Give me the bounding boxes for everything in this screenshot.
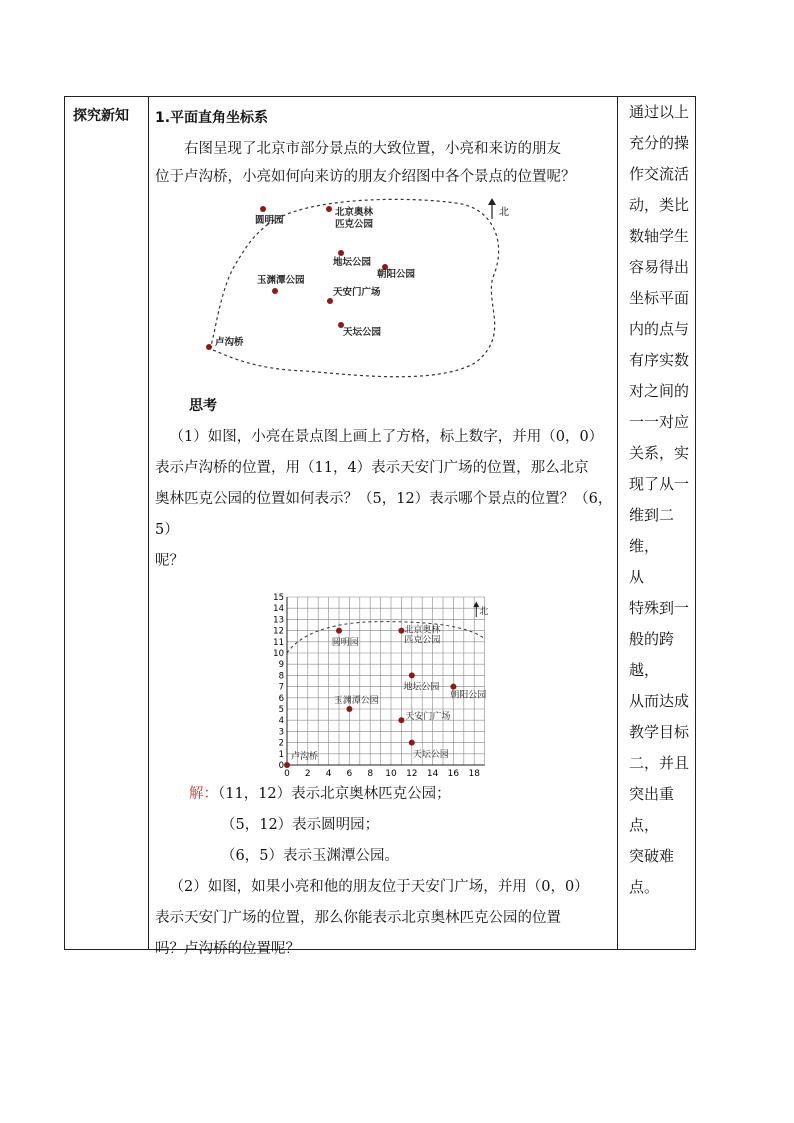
point-marker	[409, 672, 415, 678]
note-line: 动，类比	[629, 196, 690, 214]
solution-2: （5，12）表示圆明园；	[221, 817, 380, 833]
note-line: 从而达成	[629, 692, 690, 710]
y-tick-label: 0	[278, 761, 284, 771]
section-label: 探究新知	[73, 108, 129, 124]
landmark-label: 玉渊潭公园	[257, 275, 305, 286]
point-label: 匹克公园	[404, 635, 441, 646]
note-line: 内的点与	[629, 320, 690, 338]
column-divider	[148, 97, 149, 949]
note-line: 从	[629, 568, 645, 586]
point-label: 卢沟桥	[291, 752, 319, 762]
point-label: 天坛公园	[412, 749, 449, 760]
landmark-dot	[338, 250, 344, 256]
landmark-dot	[206, 344, 212, 350]
point-label: 朝阳公园	[450, 690, 487, 701]
think-heading: 思考	[189, 398, 217, 414]
teaching-notes	[623, 97, 691, 903]
point-label: 玉渊潭公园	[333, 696, 379, 707]
x-tick-label: 8	[367, 769, 374, 779]
north-label: 北	[479, 606, 489, 617]
y-tick-label: 5	[278, 705, 284, 715]
north-label: 北	[499, 207, 509, 218]
note-line: 特殊到一	[629, 599, 690, 617]
landmark-label: 圆明园	[255, 215, 284, 226]
point-marker	[336, 628, 342, 634]
main-content	[155, 103, 617, 965]
intro-text: 位于卢沟桥，小亮如何向来访的朋友介绍图中各个景点的位置呢？	[155, 169, 576, 185]
landmark-dot	[272, 288, 278, 294]
x-tick-label: 14	[426, 769, 439, 779]
note-line: 教学目标	[629, 723, 690, 741]
point-marker	[450, 684, 456, 690]
city-boundary	[287, 622, 485, 653]
point-label: 圆明园	[331, 637, 359, 648]
y-tick-label: 15	[273, 593, 284, 603]
point-marker	[409, 740, 415, 746]
question-1: （1）如图，小亮在景点图上画上了方格，标上数字，并用（0，0）	[169, 429, 604, 445]
landmark-label: 卢沟桥	[215, 337, 244, 348]
question-2: 表示天安门广场的位置，那么你能表示北京奥林匹克公园的位置	[155, 910, 561, 926]
y-tick-label: 3	[278, 727, 284, 738]
y-tick-label: 7	[278, 682, 284, 693]
question-2: （2）如图，如果小亮和他的朋友位于天安门广场，并用（0，0）	[169, 879, 589, 895]
note-line: 般的跨越，	[629, 630, 675, 679]
landmark-label: 地坛公园	[333, 257, 372, 268]
y-tick-label: 12	[273, 626, 284, 637]
point-label: 地坛公园	[403, 682, 440, 693]
note-line: 容易得出	[629, 258, 690, 276]
y-tick-label: 6	[278, 693, 284, 704]
note-line: 通过以上	[629, 103, 690, 121]
note-line: 突出重点，	[629, 785, 675, 834]
intro-text: 右图呈现了北京市部分景点的大致位置，小亮和来访的朋友	[184, 141, 561, 157]
note-line: 关系，实	[629, 444, 690, 462]
y-tick-label: 13	[273, 615, 284, 626]
y-tick-label: 14	[273, 604, 284, 615]
solution-label: 解：	[189, 786, 218, 802]
note-line: 充分的操	[629, 134, 690, 152]
note-line: 有序实数	[629, 351, 690, 369]
landmark-label: 天安门广场	[333, 287, 381, 298]
x-tick-label: 10	[385, 769, 397, 779]
north-arrow	[488, 198, 509, 219]
landmark-dot	[326, 206, 332, 212]
y-tick-label: 4	[278, 716, 284, 727]
landmark-label: 北京奥林	[335, 207, 374, 218]
note-line: 维到二维，	[629, 506, 675, 555]
solution-line	[155, 779, 617, 810]
landmark-map	[155, 195, 617, 393]
x-tick-label: 4	[325, 769, 332, 779]
landmark-dot	[260, 206, 266, 212]
note-line: 对之间的	[629, 382, 690, 400]
x-tick-label: 0	[284, 769, 290, 779]
section-heading: 1.平面直角坐标系	[155, 110, 269, 126]
point-label: 北京奥林	[404, 625, 441, 636]
note-line: 突破难点。	[629, 847, 675, 896]
point-label: 天安门广场	[405, 712, 451, 723]
column-divider	[617, 97, 618, 949]
question-1: 呢？	[155, 553, 184, 569]
point-marker	[284, 762, 290, 768]
y-tick-label: 9	[278, 660, 284, 671]
point-marker	[346, 706, 352, 712]
note-line: 现了从一	[629, 475, 690, 493]
solution-3: （6，5）表示玉渊潭公园。	[221, 848, 399, 864]
note-line: 二，并且	[629, 754, 690, 772]
x-tick-label: 12	[406, 769, 418, 779]
y-tick-label: 11	[273, 637, 284, 648]
question-1: 奥林匹克公园的位置如何表示？（5，12）表示哪个景点的位置？（6，5）	[155, 491, 613, 538]
y-tick-label: 8	[278, 671, 284, 682]
y-tick-label: 1	[278, 749, 284, 760]
question-2: 吗？卢沟桥的位置呢？	[155, 941, 300, 957]
question-1: 表示卢沟桥的位置，用（11，4）表示天安门广场的位置，那么北京	[155, 460, 589, 476]
point-marker	[398, 717, 404, 723]
note-line: 坐标平面	[629, 289, 690, 307]
x-tick-label: 6	[346, 769, 353, 779]
y-tick-label: 2	[278, 738, 284, 749]
note-line: 一一对应	[629, 413, 690, 431]
x-tick-label: 2	[304, 769, 311, 779]
landmark-dot	[327, 298, 333, 304]
landmark-label: 朝阳公园	[377, 269, 416, 280]
x-tick-label: 16	[447, 769, 460, 779]
coordinate-grid-chart	[155, 579, 617, 779]
x-tick-label: 18	[468, 769, 480, 779]
solution-1: （11，12）表示北京奥林匹克公园；	[218, 786, 451, 802]
landmark-label: 匹克公园	[335, 219, 374, 230]
note-line: 作交流活	[629, 165, 690, 183]
y-tick-label: 10	[273, 649, 284, 659]
landmark-label: 天坛公园	[343, 327, 382, 338]
note-line: 数轴学生	[629, 227, 690, 245]
lesson-table	[64, 96, 696, 957]
